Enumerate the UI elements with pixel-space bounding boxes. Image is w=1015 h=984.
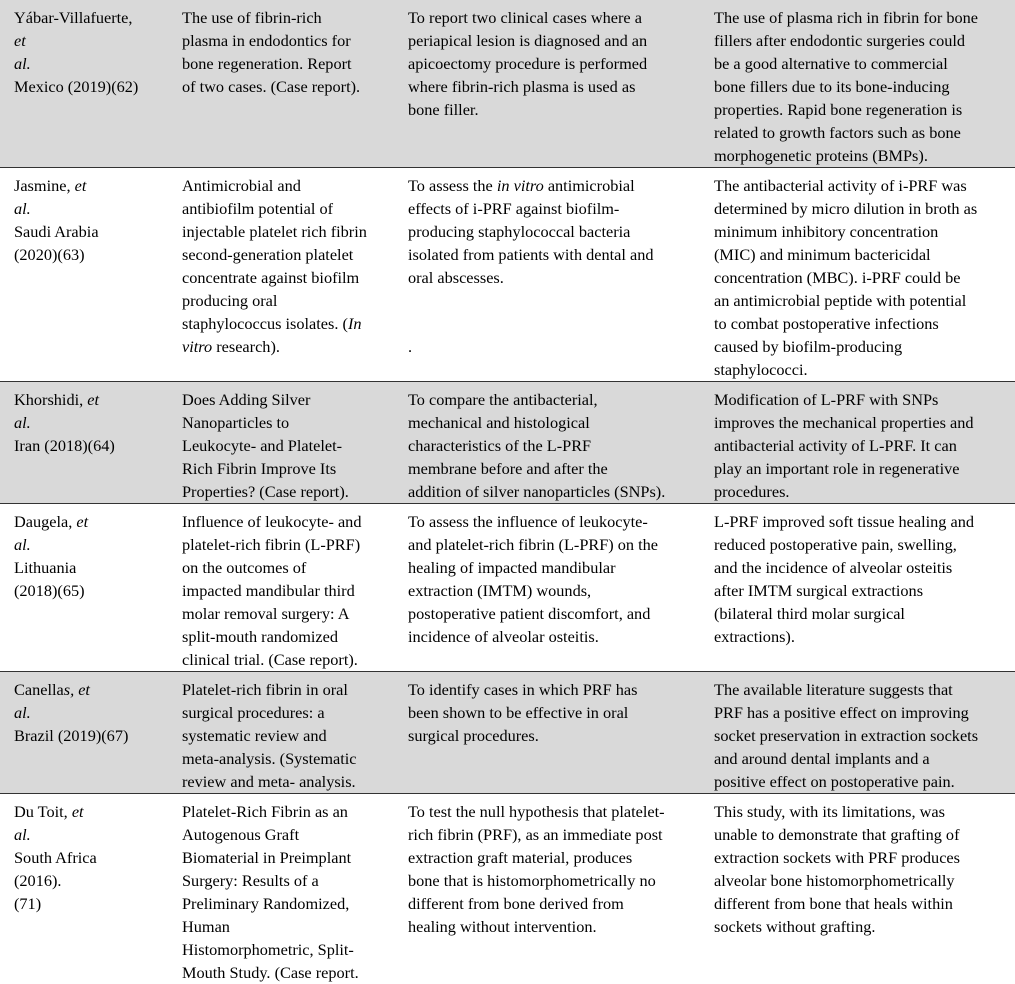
cell-line xyxy=(408,289,694,312)
title-cell xyxy=(168,382,394,504)
cell-line: to combat postoperative infections xyxy=(714,312,1009,335)
cell-line: al. xyxy=(14,52,162,75)
author-cell xyxy=(0,382,168,504)
cell-line: (2020)(63) xyxy=(14,243,162,266)
conclusion-cell xyxy=(700,672,1015,794)
cell-line: properties. Rapid bone regeneration is xyxy=(714,98,1009,121)
cell-line: meta-analysis. (Systematic xyxy=(182,747,388,770)
cell-line: Khorshidi, et xyxy=(14,388,162,411)
cell-line: al. xyxy=(14,701,162,724)
objective-cell xyxy=(394,382,700,504)
cell-line: extractions). xyxy=(714,625,1009,648)
cell-line: To report two clinical cases where a xyxy=(408,6,694,29)
cell-line: impacted mandibular third xyxy=(182,579,388,602)
table-row xyxy=(0,382,1015,504)
cell-line: positive effect on postoperative pain. xyxy=(714,770,1009,793)
author-cell xyxy=(0,168,168,382)
cell-line: caused by biofilm-producing xyxy=(714,335,1009,358)
cell-line: second-generation platelet xyxy=(182,243,388,266)
cell-line: Human xyxy=(182,915,388,938)
cell-line: systematic review and xyxy=(182,724,388,747)
table-row xyxy=(0,672,1015,794)
cell-line: bone regeneration. Report xyxy=(182,52,388,75)
cell-line: periapical lesion is diagnosed and an xyxy=(408,29,694,52)
cell-line: morphogenetic proteins (BMPs). xyxy=(714,144,1009,167)
cell-line: surgical procedures: a xyxy=(182,701,388,724)
cell-line: socket preservation in extraction sockets xyxy=(714,724,1009,747)
cell-line: molar removal surgery: A xyxy=(182,602,388,625)
cell-line: bone filler. xyxy=(408,98,694,121)
cell-line: To test the null hypothesis that platelet- xyxy=(408,800,694,823)
cell-line: and around dental implants and a xyxy=(714,747,1009,770)
cell-line: To assess the influence of leukocyte- xyxy=(408,510,694,533)
cell-line: producing staphylococcal bacteria xyxy=(408,220,694,243)
cell-line: extraction sockets with PRF produces xyxy=(714,846,1009,869)
cell-line: Surgery: Results of a xyxy=(182,869,388,892)
cell-line: (71) xyxy=(14,892,162,915)
cell-line: The antibacterial activity of i-PRF was xyxy=(714,174,1009,197)
cell-line: membrane before and after the xyxy=(408,457,694,480)
cell-line: where fibrin-rich plasma is used as xyxy=(408,75,694,98)
cell-line: al. xyxy=(14,411,162,434)
conclusion-cell xyxy=(700,168,1015,382)
table-row xyxy=(0,794,1015,984)
cell-line: PRF has a positive effect on improving xyxy=(714,701,1009,724)
cell-line: fillers after endodontic surgeries could xyxy=(714,29,1009,52)
table-row xyxy=(0,0,1015,168)
cell-line: determined by micro dilution in broth as xyxy=(714,197,1009,220)
cell-line: To compare the antibacterial, xyxy=(408,388,694,411)
title-cell xyxy=(168,0,394,168)
objective-cell xyxy=(394,168,700,382)
conclusion-cell xyxy=(700,382,1015,504)
cell-line: play an important role in regenerative xyxy=(714,457,1009,480)
cell-line: al. xyxy=(14,823,162,846)
cell-line: injectable platelet rich fibrin xyxy=(182,220,388,243)
cell-line: (MIC) and minimum bactericidal xyxy=(714,243,1009,266)
cell-line: mechanical and histological xyxy=(408,411,694,434)
cell-line: Leukocyte- and Platelet- xyxy=(182,434,388,457)
cell-line: extraction (IMTM) wounds, xyxy=(408,579,694,602)
cell-line: an antimicrobial peptide with potential xyxy=(714,289,1009,312)
cell-line: rich fibrin (PRF), as an immediate post xyxy=(408,823,694,846)
cell-line: apicoectomy procedure is performed xyxy=(408,52,694,75)
cell-line: The use of fibrin-rich xyxy=(182,6,388,29)
cell-line: To assess the in vitro antimicrobial xyxy=(408,174,694,197)
cell-line: Rich Fibrin Improve Its xyxy=(182,457,388,480)
cell-line: characteristics of the L-PRF xyxy=(408,434,694,457)
cell-line: South Africa xyxy=(14,846,162,869)
cell-line: Influence of leukocyte- and xyxy=(182,510,388,533)
cell-line: postoperative patient discomfort, and xyxy=(408,602,694,625)
cell-line: vitro research). xyxy=(182,335,388,358)
conclusion-cell xyxy=(700,0,1015,168)
cell-line: al. xyxy=(14,197,162,220)
author-cell xyxy=(0,0,168,168)
cell-line: Autogenous Graft xyxy=(182,823,388,846)
cell-line: antibacterial activity of L-PRF. It can xyxy=(714,434,1009,457)
cell-line xyxy=(408,312,694,335)
cell-line: unable to demonstrate that grafting of xyxy=(714,823,1009,846)
author-cell xyxy=(0,504,168,672)
cell-line: healing of impacted mandibular xyxy=(408,556,694,579)
conclusion-cell xyxy=(700,794,1015,984)
cell-line: addition of silver nanoparticles (SNPs). xyxy=(408,480,694,503)
cell-line: Modification of L-PRF with SNPs xyxy=(714,388,1009,411)
cell-line: To identify cases in which PRF has xyxy=(408,678,694,701)
cell-line: (2018)(65) xyxy=(14,579,162,602)
cell-line: reduced postoperative pain, swelling, xyxy=(714,533,1009,556)
cell-line: Lithuania xyxy=(14,556,162,579)
cell-line: Jasmine, et xyxy=(14,174,162,197)
cell-line: healing without intervention. xyxy=(408,915,694,938)
title-cell xyxy=(168,168,394,382)
cell-line: split-mouth randomized xyxy=(182,625,388,648)
cell-line: Iran (2018)(64) xyxy=(14,434,162,457)
objective-cell xyxy=(394,672,700,794)
cell-line: Mexico (2019)(62) xyxy=(14,75,162,98)
cell-line: concentrate against biofilm xyxy=(182,266,388,289)
cell-line: Saudi Arabia xyxy=(14,220,162,243)
cell-line: related to growth factors such as bone xyxy=(714,121,1009,144)
cell-line: and the incidence of alveolar osteitis xyxy=(714,556,1009,579)
cell-line: of two cases. (Case report). xyxy=(182,75,388,98)
cell-line: Does Adding Silver xyxy=(182,388,388,411)
cell-line: producing oral xyxy=(182,289,388,312)
cell-line: after IMTM surgical extractions xyxy=(714,579,1009,602)
objective-cell xyxy=(394,794,700,984)
cell-line: review and meta- analysis. xyxy=(182,770,388,793)
cell-line: bone that is histomorphometrically no xyxy=(408,869,694,892)
cell-line: oral abscesses. xyxy=(408,266,694,289)
cell-line: staphylococci. xyxy=(714,358,1009,381)
cell-line: plasma in endodontics for xyxy=(182,29,388,52)
cell-line: different from bone derived from xyxy=(408,892,694,915)
cell-line: been shown to be effective in oral xyxy=(408,701,694,724)
conclusion-cell xyxy=(700,504,1015,672)
cell-line: antibiofilm potential of xyxy=(182,197,388,220)
cell-line: Properties? (Case report). xyxy=(182,480,388,503)
cell-line: Biomaterial in Preimplant xyxy=(182,846,388,869)
cell-line: (2016). xyxy=(14,869,162,892)
cell-line: minimum inhibitory concentration xyxy=(714,220,1009,243)
title-cell xyxy=(168,504,394,672)
objective-cell xyxy=(394,0,700,168)
author-cell xyxy=(0,794,168,984)
cell-line: Preliminary Randomized, xyxy=(182,892,388,915)
cell-line: Histomorphometric, Split- xyxy=(182,938,388,961)
cell-line: isolated from patients with dental and xyxy=(408,243,694,266)
cell-line: staphylococcus isolates. (In xyxy=(182,312,388,335)
cell-line: different from bone that heals within xyxy=(714,892,1009,915)
objective-cell xyxy=(394,504,700,672)
title-cell xyxy=(168,794,394,984)
cell-line: and platelet-rich fibrin (L-PRF) on the xyxy=(408,533,694,556)
cell-line: Mouth Study. (Case report. xyxy=(182,961,388,984)
cell-line: Canellas, et xyxy=(14,678,162,701)
cell-line: (bilateral third molar surgical xyxy=(714,602,1009,625)
title-cell xyxy=(168,672,394,794)
table-row xyxy=(0,168,1015,382)
cell-line: The available literature suggests that xyxy=(714,678,1009,701)
author-cell xyxy=(0,672,168,794)
cell-line: Antimicrobial and xyxy=(182,174,388,197)
table-row xyxy=(0,504,1015,672)
cell-line: alveolar bone histomorphometrically xyxy=(714,869,1009,892)
cell-line: effects of i-PRF against biofilm- xyxy=(408,197,694,220)
cell-line: Yábar-Villafuerte, xyxy=(14,6,162,29)
cell-line: Platelet-Rich Fibrin as an xyxy=(182,800,388,823)
cell-line: platelet-rich fibrin (L-PRF) xyxy=(182,533,388,556)
cell-line: clinical trial. (Case report). xyxy=(182,648,388,671)
cell-line: bone fillers due to its bone-inducing xyxy=(714,75,1009,98)
cell-line: concentration (MBC). i-PRF could be xyxy=(714,266,1009,289)
cell-line: Du Toit, et xyxy=(14,800,162,823)
cell-line: The use of plasma rich in fibrin for bone xyxy=(714,6,1009,29)
cell-line: This study, with its limitations, was xyxy=(714,800,1009,823)
cell-line: on the outcomes of xyxy=(182,556,388,579)
cell-line: Platelet-rich fibrin in oral xyxy=(182,678,388,701)
cell-line: . xyxy=(408,335,694,358)
cell-line: et xyxy=(14,29,162,52)
cell-line: sockets without grafting. xyxy=(714,915,1009,938)
cell-line: incidence of alveolar osteitis. xyxy=(408,625,694,648)
cell-line: L-PRF improved soft tissue healing and xyxy=(714,510,1009,533)
cell-line: procedures. xyxy=(714,480,1009,503)
cell-line: extraction graft material, produces xyxy=(408,846,694,869)
cell-line: improves the mechanical properties and xyxy=(714,411,1009,434)
cell-line: Nanoparticles to xyxy=(182,411,388,434)
cell-line: Daugela, et xyxy=(14,510,162,533)
cell-line: Brazil (2019)(67) xyxy=(14,724,162,747)
cell-line: surgical procedures. xyxy=(408,724,694,747)
cell-line: be a good alternative to commercial xyxy=(714,52,1009,75)
cell-line: al. xyxy=(14,533,162,556)
